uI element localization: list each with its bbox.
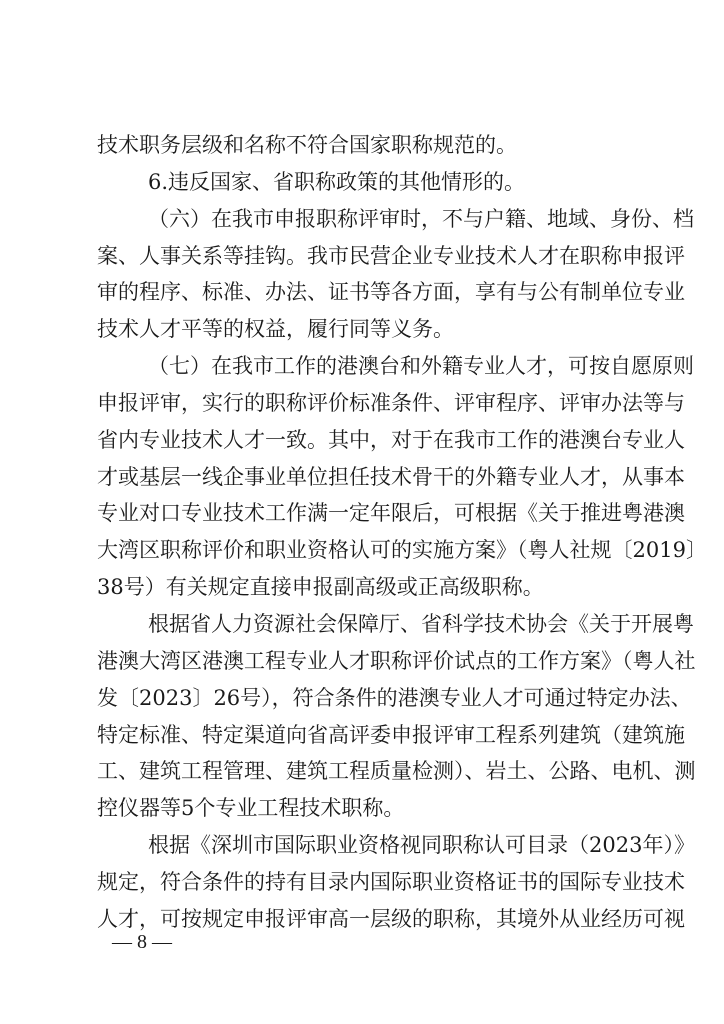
text-line: 规定，符合条件的持有目录内国际职业资格证书的国际专业技术 bbox=[97, 869, 685, 894]
text-line: 人才，可按规定申报评审高一层级的职称，其境外从业经历可视 bbox=[97, 906, 685, 931]
text-line: 审的程序、标准、办法、证书等各方面，享有与公有制单位专业 bbox=[97, 280, 685, 305]
text-line: 才或基层一线企事业单位担任技术骨干的外籍专业人才，从事本 bbox=[97, 464, 685, 489]
document-body bbox=[97, 127, 707, 938]
section-seven-heading-line: （七）在我市工作的港澳台和外籍专业人才，可按自愿原则 bbox=[148, 354, 694, 379]
text-line: 大湾区职称评价和职业资格认可的实施方案》（粤人社规〔2019〕 bbox=[97, 538, 707, 563]
paragraph-start-line: 根据省人力资源社会保障厅、省科学技术协会《关于开展粤 bbox=[148, 611, 694, 636]
text-line: 38号）有关规定直接申报副高级或正高级职称。 bbox=[97, 575, 544, 600]
text-line: 港澳大湾区港澳工程专业人才职称评价试点的工作方案》（粤人社 bbox=[97, 648, 696, 673]
paragraph-start-line: 根据《深圳市国际职业资格视同职称认可目录（2023年）》 bbox=[148, 833, 695, 858]
list-item-6: 6.违反国家、省职称政策的其他情形的。 bbox=[148, 169, 526, 194]
text-line: 工、建筑工程管理、建筑工程质量检测）、岩土、公路、电机、测 bbox=[97, 759, 696, 784]
text-line: 专业对口专业技术工作满一定年限后，可根据《关于推进粤港澳 bbox=[97, 501, 685, 526]
text-line: 控仪器等5个专业工程技术职称。 bbox=[97, 796, 405, 821]
text-line: 技术人才平等的权益，履行同等义务。 bbox=[97, 317, 454, 342]
text-line: 案、人事关系等挂钩。我市民营企业专业技术人才在职称申报评 bbox=[97, 243, 685, 268]
text-line: 发〔2023〕26号），符合条件的港澳专业人才可通过特定办法、 bbox=[97, 685, 692, 710]
text-line: 技术职务层级和名称不符合国家职称规范的。 bbox=[97, 133, 517, 157]
page-number: — 8 — bbox=[112, 931, 172, 953]
text-line: 申报评审，实行的职称评价标准条件、评审程序、评审办法等与 bbox=[97, 390, 685, 415]
text-line: 特定标准、特定渠道向省高评委申报评审工程系列建筑（建筑施 bbox=[97, 722, 685, 747]
section-six-heading-line: （六）在我市申报职称评审时，不与户籍、地域、身份、档 bbox=[148, 206, 694, 231]
text-line: 省内专业技术人才一致。其中，对于在我市工作的港澳台专业人 bbox=[97, 427, 685, 452]
